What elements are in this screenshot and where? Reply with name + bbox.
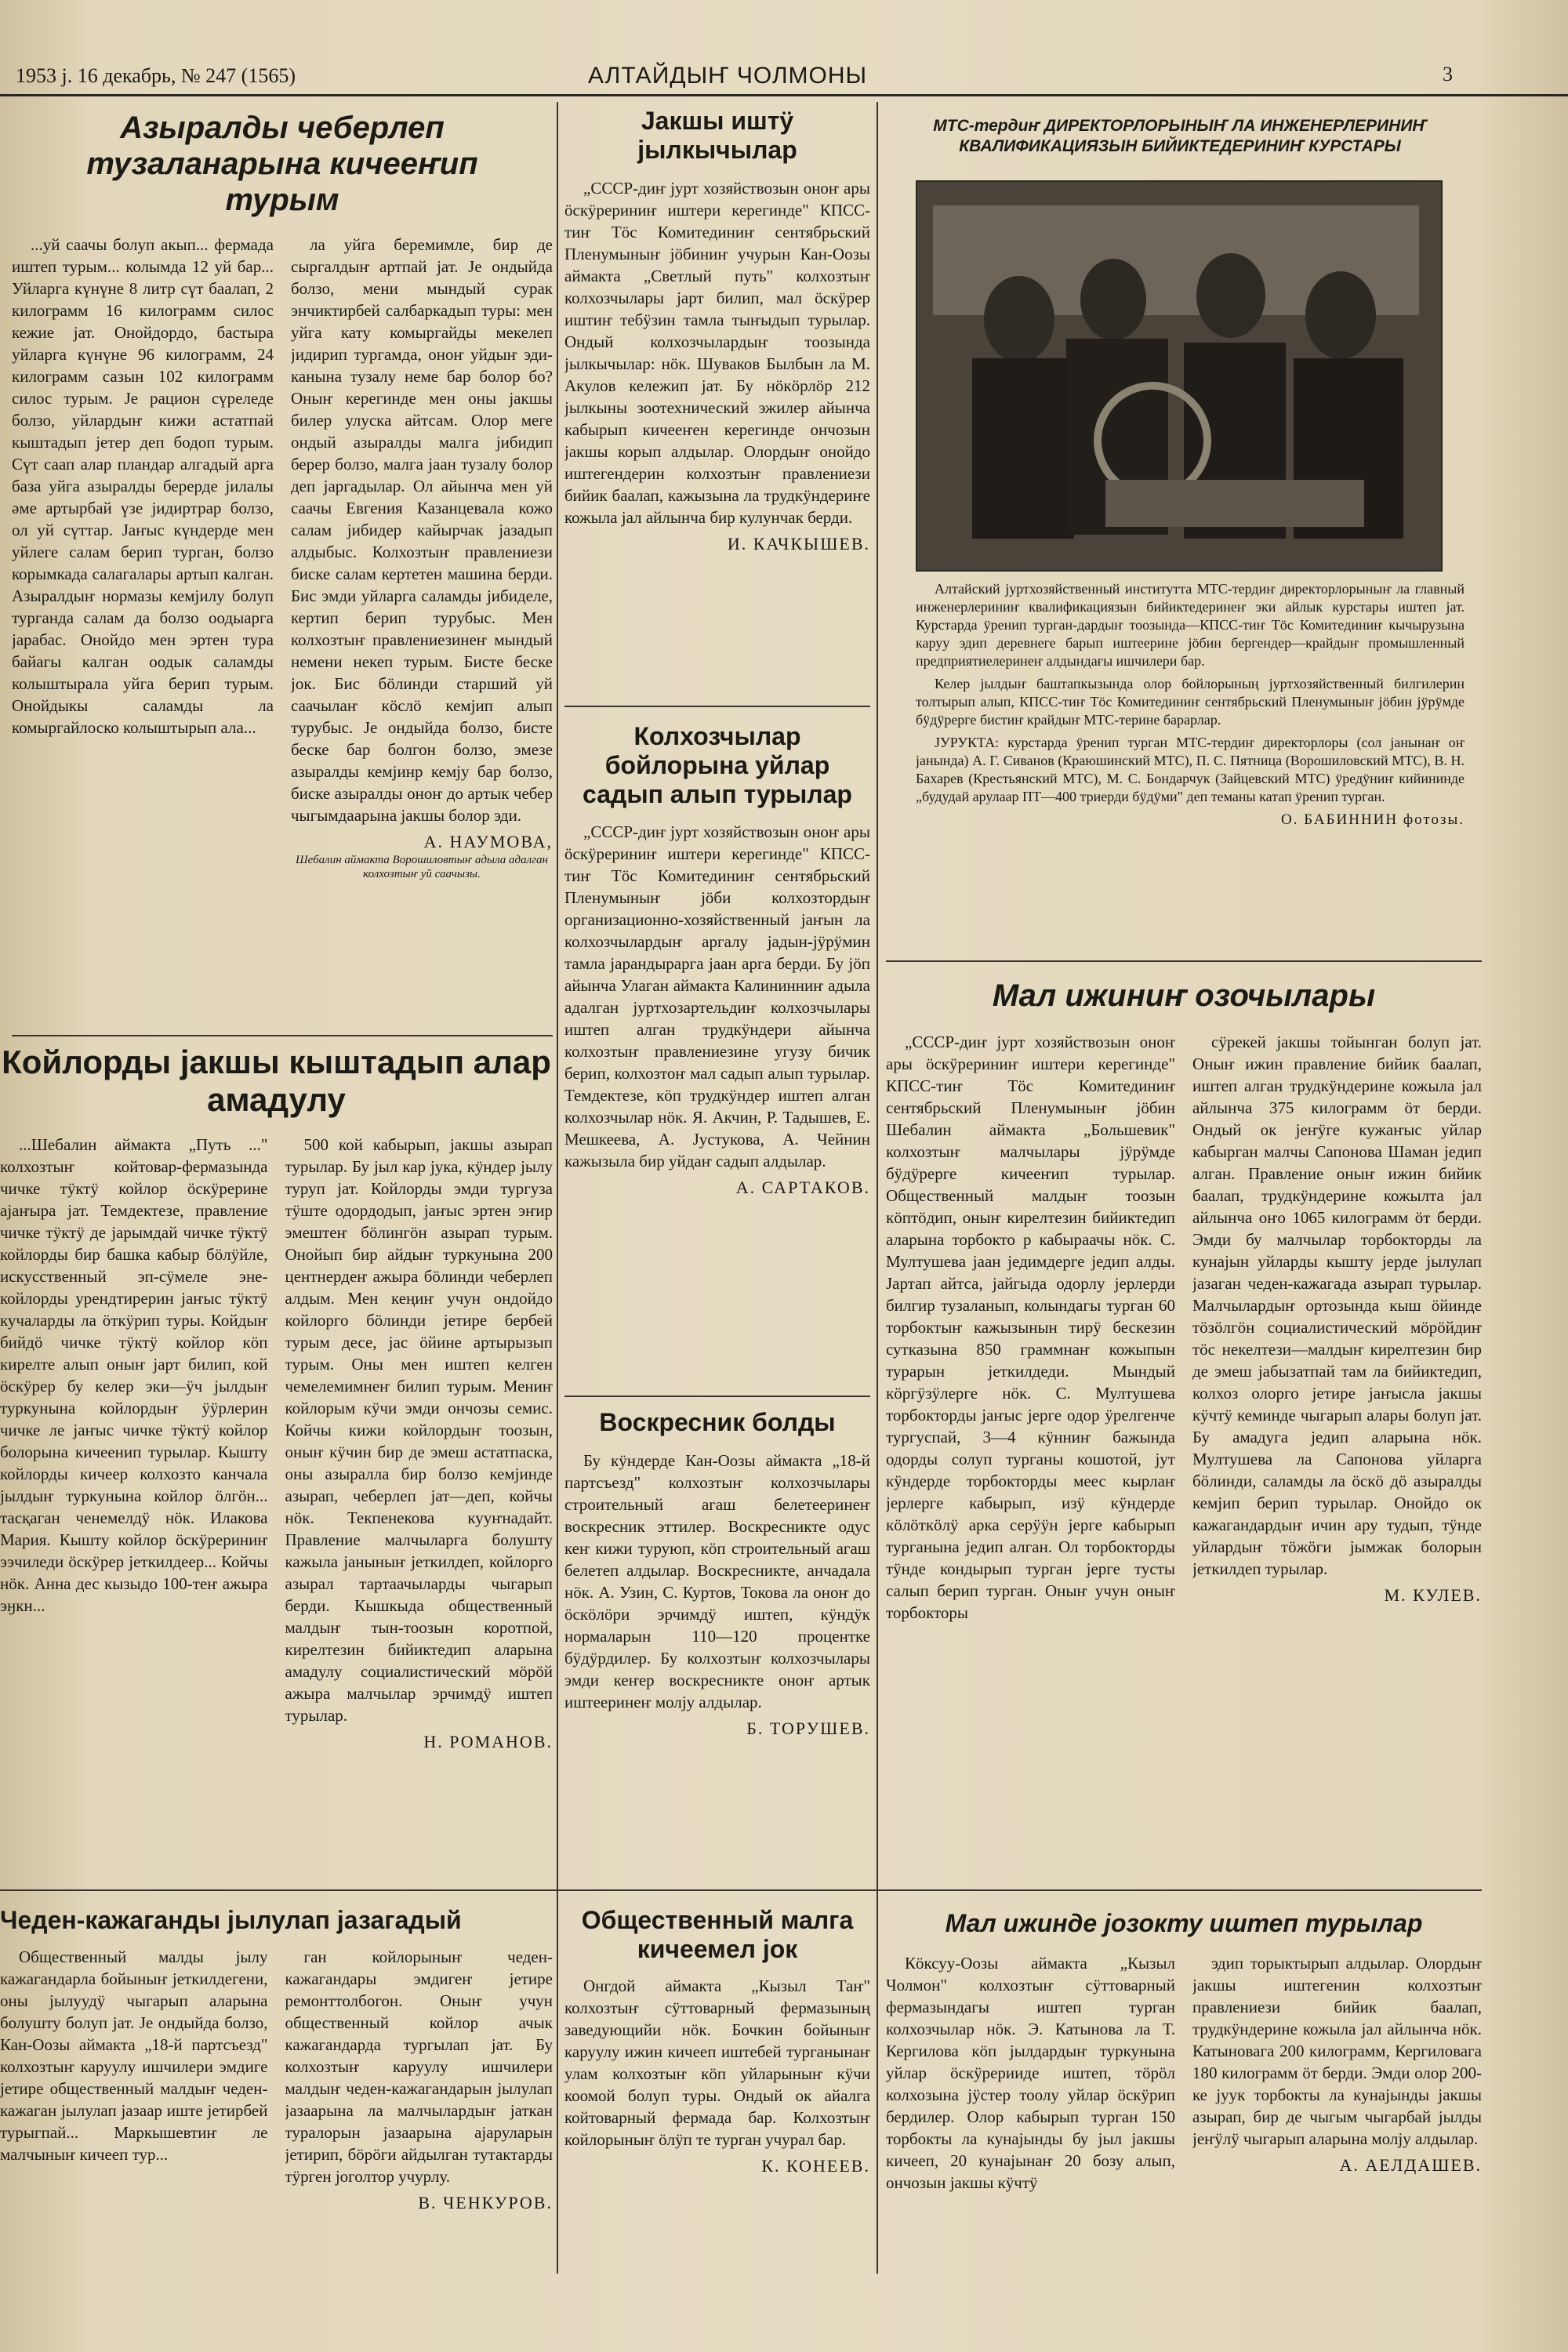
article-column: Бу кÿндерде Кан-Оозы аймакта „18-й партсъезд" колхозтыҥ колхозчылары строительный агаш белетееринеҥ воскресник эттилер. Воскресникте одус кеҥ кижи туруюп, кöп строительный агаш белетеп алдылар. Воскресникте, анчадала нöк. А. Узин, С. Куртов, Токова ла оноҥ до öскöлöри эрчимдӱ иштеп, кÿндÿк нормаларын 110—120 процентке бÿдÿрдилер. Бу колхозтыҥ колхозчылары эмди кеҥер воскресникте оноҥ артык иштееринеҥ молју алдылар. Б. ТОРУШЕВ. bbox=[564, 1450, 870, 1738]
author-signature: К. КОНЕЕВ. bbox=[761, 2155, 870, 2176]
article-column: Онгдой аймакта „Кызыл Таҥ" колхозтыҥ сӱттоварный фермазының заведующийи нöк. Бочкин бойыныҥ каруулу ижин кичееп иштебей турганынаҥ улам колхозтыҥ кöп уйларыныҥ кӱчи коомой болуп туры. Ондый ок айалга койтоварный фермада бар. Колхозтыҥ койлорыныҥ öлӱп те турган учурал бар. К. КОНЕЕВ. bbox=[564, 1976, 870, 2176]
article-title: Јакшы иштӱ јылкычылар bbox=[637, 107, 797, 164]
article-column: ган койлорыныҥ чеден-кажагандары эмдигеҥ јетире ремонттолбогон. Оныҥ учун общественный койлор ачык кажагандарда тургылап јат. Бу колхозтыҥ каруулу ишчилери малдыҥ чеден-кажагандарын јылулап јазаарына ла малчылардыҥ јаткан туралорын јазаарына ајаруларын јетирип, бöрöги айдылган тутактарды тӱрген јоголтор учурлу. В. ЧЕНКУРОВ. bbox=[285, 1947, 553, 2212]
author-signature: В. ЧЕНКУРОВ. bbox=[418, 2192, 553, 2212]
divider bbox=[557, 102, 558, 2274]
article-cows-purchase bbox=[564, 717, 870, 1392]
article-voskresnik bbox=[564, 1403, 870, 1889]
author-signature: Б. ТОРУШЕВ. bbox=[746, 1718, 870, 1738]
article-column: „СССР-диҥ јурт хозяйствозын оноҥ ары öскÿрериниҥ иштери керегинде" КПСС-тиҥ Тöс Комитединиҥ сентябрьский Пленумыныҥ јöбин Шебалин аймакта „Большевик" колхозтыҥ малчылары јӱрӱмде бӱдӱрерге кичееҥип турылар. Общественный малдыҥ тоозын кöптöдип, оныҥ кирелтезин бийиктедип аларына торбокто р кабыраачы нöк. С. Мултушева јаан једимдерге једип алды. Јартап айтса, јайгыда одорлу јерлерди билгир тузаланып, колындагы турган 60 торбоктыҥ кажызынын тирӱ бескезин сутказына 850 граммнаҥ кожыпын турарын јеткилдеди. Мындый кöргӱзӱлерге нöк. С. Мултушева торбокторды јаҥыс јерге одор ӱрелгенче тургуспай, 3—4 кӱнниҥ бажында одорды солуп турганы кошотой, јут кӱндерде торбокторды меес кырлаҥ јерлерге кабырып, изӱ кӱндерде кöлöткöлӱ арка серӱӱн јерге кабырып турганына једип алган. Ол торбокторды тӱнде кондырып турган јерге тусты салып берип турган. Оныҥ учун оныҥ торбокторы bbox=[886, 1033, 1175, 1622]
article-title: Азыралды чеберлеп тузаланарына кичееҥип турым bbox=[86, 111, 478, 217]
photo-captions bbox=[916, 580, 1465, 964]
author-signature: А. АЕЛДАШЕВ. bbox=[1339, 2154, 1482, 2175]
news-photograph bbox=[916, 180, 1443, 572]
article-column: эдип торыктырып алдылар. Олордыҥ јакшы иштегенин колхозтыҥ правлениези бийик баалап, трудкӱндерине кожыла јал айлынча нöк. Катыновага 200 килограмм, Кергиловага 180 килограмм öт берди. Эмди олор 200-ке јуук торбокты ла кунајынды јакшы азырап, бир де чыгым чыгарбай јылды јеҥӱлӱ чыгарып аларына молју алдылар. А. АЕЛДАШЕВ. bbox=[1192, 1953, 1482, 2175]
article-title: Мал ижинде јозокту иштеп турылар bbox=[945, 1909, 1423, 1937]
article-exemplary-work bbox=[886, 1901, 1482, 2297]
caption-paragraph: Келер јылдыҥ баштапкызында олор бойлорының јуртхозяйственный билгилерин толтырып алып, КПСС-тиҥ Тöс Комитединиҥ сентябрьский Пленумыныҥ јöбин јÿрÿмде бÿдÿрерге бистиҥ крайдыҥ МТС-терине барарлар. bbox=[916, 676, 1465, 728]
photo-heading: МТС-тердиҥ ДИРЕКТОРЛОРЫНЫҤ ЛА ИНЖЕНЕРЛЕРИНИҤ КВАЛИФИКАЦИЯЗЫН БИЙИКТЕДЕРИНИҤ КУРСТАРЫ bbox=[933, 117, 1427, 155]
article-column: ...уй саачы болуп акып... фермада иштеп турым... колымда 12 уй бар... Уйларга күнүне 8 литр сүт баалап, 2 килограмм 16 килограмм силос кежие јат. Онойдордо, бастыра уйларга күнүне 96 килограмм, 24 килограмм сазын 102 килограмм силос турым. Је рацион сүреледе болзо, уйлардыҥ кижи астатпай кыштадып јетер деп бодоп турым. Сүт саап алар пландар алгадый арга база уйга азыралды берерде јилалы әме артырбай үзе јидиртрар болзо, ол уй сүттар. Јаҥыс күндерде мен уйлеге салам берип турган, болзо корымкада салагалары артып калган. Азыралдыҥ нормазы кемјилу болуп турганда салам да болзо оодыарга јарабас. Онойдо мен эртен тура байагы калган оодык саламды колыштырала уйга берип турым. Онойдыкы саламды ла комыргайлоско колыштырып ала... bbox=[12, 235, 274, 737]
author-signature: И. КАЧКЫШЕВ. bbox=[727, 533, 870, 554]
article-title: Общественный малга кичеемел јок bbox=[581, 1906, 854, 1963]
masthead bbox=[0, 55, 1568, 96]
article-column: 500 кой кабырып, јакшы азырап турылар. Бу јыл кар јука, кӱндер јылу туруп јат. Койлорды эмди тургуза тӱштe одордодып, јаҥыс эртен эҥир эмештеҥ бöлингöн азырап турым. Онойып бир айдыҥ туркунына 200 центнердеҥ ажыра бöлинди чеберлеп алдым. Мен кеңиҥ учун ондойдо койлорго бöлинди јетире бербей турым десе, јас öйине артырызып турым. Оны мен иштеп келген чемелемимнеҥ билип турым. Мениҥ койлорым кӱчи эмди ончозы семис. Койчы кижи койлордыҥ тоозын, оныҥ кӱчин бир де эмеш астатпаска, оны азыралла бир болзо кемјинде азырап, чеберлеп јат—деп, койчы нöк. Текпенекова кууҥнадайт. Правлениe малчыларга болушту кажыла јаныныҥ јеткилдеп, койлорго азырал тартаачыларды чыгарып берди. Кышкыда общественный малдыҥ тын-тоозын коротпой, кирелтезин бийиктедип аларына амадулу социалистический мöрöй ажыра малчылар эрчимдӱ иштеп турылар. Н. РОМАНОВ. bbox=[285, 1134, 553, 1751]
article-column: ...Шебалин аймакта „Путь ..." колхозтыҥ койтовар-фермазында чичке тӱктӱ койлор öскӱрерине ајаҥыра јат. Темдектезе, правление чичке тӱктӱ де јарымдай чичке тӱктӱ койлорды бир башка кабыр бöлӱйле, искусственный эп-сӱмеле эне-койлорды урендтирерин јаҥыс тӱктӱ кучаларды ла öткӱрип туры. Койдыҥ бийдö чичке тӱктӱ койлор кöп кирелте алып оныҥ јарт билип, кой öскӱрер бу келер эки—ӱч јылдыҥ туркунына койлордыҥ ӱӱрлерин чичке ле јаҥыс чичке тӱктӱ койлор болорына кичеенип турылар. Кышту койлорды кичеер колхозто канчала јылдыҥ туркунына койлор öлгöн... тасқаган ченемелдӱ нöк. Илакова Мария. Кышту койлор öскӱрериниҥ ээчиледи öскӱрер јеткилдеер... Койчы нöк. Анна дес кызыдо 100-теҥ ажыра эӈкн... bbox=[0, 1134, 268, 1615]
author-signature: А. НАУМОВА, bbox=[423, 832, 553, 851]
article-column: Кöксуу-Оозы аймакта „Кызыл Чолмон" колхозтыҥ сӱттоварный фермазындагы иштеп турган колхозчылар нöк. Э. Катынова ла Т. Кергилова кöп јылдардыҥ туркунына уйлар öскӱрерииде иштеп, тöрöл колхозына јӱстер тоолу уйлар öскӱрип бердилер. Олор кабырып турган 150 торбокты ла кунајынды бу јыл јакшы кичееп, 20 кунајынаҥ 20 бозу алып, ончозын јакшы кӱчтӱ bbox=[886, 1953, 1175, 2192]
article-no-care bbox=[564, 1901, 870, 2297]
article-sheep-wintering bbox=[0, 1039, 553, 1886]
article-shelters bbox=[0, 1901, 553, 2297]
author-affiliation: Шебалин аймакта Ворошиловтыҥ адыла адалган колхозтыҥ уй саачызы. bbox=[296, 854, 548, 880]
author-signature: М. КУЛЕВ. bbox=[1384, 1585, 1482, 1605]
caption-paragraph: ЈУРУКТА: курстарда ӱренип турган МТС-тердиҥ директорлоры (сол јанынаҥ оҥ јанында) А. Г. Сиванов (Краюшинский МТС), П. С. Пятница (Ворошиловский МТС), В. Н. Бахарев (Крестьянский МТС), М. С. Бондарчук (Зайцевский МТС) ӱредӱниҥ кийининде „будудай арулаар ПТ—400 триерди бӱдӱми" деп теманы катап ӱренип турган. bbox=[916, 735, 1465, 804]
newspaper-title: АЛТАЙДЫҤ ЧОЛМОНЫ bbox=[588, 63, 868, 89]
article-title: Чеден-кажаганды јылулап јазагадый bbox=[0, 1906, 462, 1934]
article-title: Колхозчылар бойлорына уйлар садып алып турылар bbox=[583, 722, 852, 808]
caption-text bbox=[916, 580, 1465, 964]
author-signature: Н. РОМАНОВ. bbox=[423, 1731, 553, 1751]
article-column: „СССР-диҥ јурт хозяйствозын оноҥ ары öскÿрериниҥ иштери керегинде" КПСС-тиҥ Тöс Комитединиҥ сентябрьский Пленумыныҥ јöби колхозтордыҥ организационно-хозяйственный јаҥын ла колхозчылардыҥ аргалу јадын-јÿрÿмин тамла јарандырарга јаан арга берди. Бу јöп айынча Улаган аймакта Калининниҥ адыла адалган јуртхозартельдиҥ колхозчылары иштеп алган трудкÿндери айынча колхозтыҥ правлениезине угузу бичик берип, колхозтоҥ мал садып алып турылар. Темдектезе, кöп трудкÿндер иштеп алган колхозчылар нöк. Я. Акчин, Р. Тадышев, Е. Мешкеева, А. Јустукова, А. Чейнин кажызыла бир уйдаҥ садып алдылар. А. САРТАКОВ. bbox=[564, 822, 870, 1198]
article-column: Общественный малды јылу кажагандарла бойыныҥ јеткилдегени, оны јылуудӱ чыгарып аларына болушту болуп јат. Је ондыйда болзо, Кан-Оозы аймакта „18-й партсъезд" колхозтыҥ каруулу ишчилери эмдиге јетире общественный малдыҥ чеден-кажаган јылулап јазаар иште јетирбей турыгпай... Маркышевтиҥ ле малчыныҥ кичееп тур... bbox=[0, 1947, 268, 2164]
divider bbox=[564, 706, 870, 707]
article-title: Воскресник болды bbox=[599, 1408, 836, 1436]
article-fodder bbox=[12, 102, 553, 1031]
caption-paragraph: Алтайский јуртхозяйственный институтта МТС-тердиҥ директорлорыныҥ ла главный инженерлериниҥ квалификациязын бийиктедеринеҥ эки айлык курстары иштеп јат. Курстарда ӱренип турган-дардыҥ тоозында—КПСС-тиҥ Тöс Комитединиҥ кычырузына каруу эдип деревнеге барып иштеерине јöбин бергендер—крайдыҥ промышленный предприятиелеринеҥ алдындағы ишчилери бар. bbox=[916, 581, 1465, 669]
photograph-image bbox=[917, 182, 1441, 570]
article-livestock-leaders bbox=[886, 968, 1482, 1886]
article-column: „СССР-диҥ јурт хозяйствозын оноҥ ары öскÿрериниҥ иштери керегинде" КПСС-тиҥ Тöс Комитединиҥ сентябрьский Пленумыныҥ јöбиниҥ учурын Кан-Оозы аймакта „Светлый путь" колхозтыҥ колхозчылары јарт билип, мал öскÿрер иштиҥ тебÿзин тамла тыҥыдып турылар. Ондый колхозчылардыҥ тоозында јылкычылар: нöк. Шуваков Былбын ла М. Акулов кележип јат. Бу нöкöрлöр 212 јылкыны зоотехнический эжилер айынча кабырып кичееҥен керегинде ончозын јакшы корып алдылар. Олордыҥ онойдо иштегендерин колхозтыҥ правлениези бийик баалап, кажызына ла трудкÿндериҥе кожыла јал айлынча бир кулунчак берди. И. КАЧКЫШЕВ. bbox=[564, 178, 870, 554]
article-title: Койлорды јакшы кыштадып алар амадулу bbox=[2, 1044, 551, 1119]
page-number: 3 bbox=[1443, 63, 1453, 85]
issue-date: 1953 j. 16 декабрь, № 247 (1565) bbox=[16, 64, 296, 87]
divider bbox=[877, 102, 878, 2274]
divider bbox=[886, 960, 1482, 962]
article-horse-breeders bbox=[564, 102, 870, 698]
article-column: ла уйга беремимле, бир де сыргалдыҥ артпай јат. Је ондыйда болзо, мени мындый сурак энчиктирбей салбаркадып туры: мен уйга кату комыргайды мекелеп јидирип тургамда, оноҥ уйдыҥ эди-канына тузалу неме бар болор бо? Оныҥ керегинде мен оны јакшы билер улуска айтсам. Олор меге ондый азыралды малга јибидип берер болзо, малга јаан тузалу болор деп јаргадылар. Ол айынча мен уй саачы Евгения Казанцевала кожо салам јибидер кайырчак јазадып алдыбыс. Колхозтыҥ правлениези биске салам кертетен машина берди. Бис эмди уйларга саламды јибиделе, кертип берип турубыс. Мен колхозтыҥ правлениезинеҥ мындый немени некеп турым. Бисте беске јок. Бис бöлинди старший уй саачылаҥ кöслö кемјип алып турубыс. Је ондыйда болзо, бисте беске бар болгон болзо, эмезе азыралды кемјинр кемју бар болзо, биске азыралды оноҥ до артык чебер чыгымдаарына јакшы болор эди. А. НАУМОВА, Шебалин аймакта Ворошиловтыҥ адыла адалган колхозтыҥ уй саачызы. bbox=[291, 235, 553, 880]
author-signature: А. САРТАКОВ. bbox=[735, 1178, 870, 1198]
article-column: сӱрекей јакшы тойынган болуп јат. Оныҥ ижин правлениe бийик баалап, иштеп алган трудкӱндерине кожыла јал айлынча 375 килограмм öт берди. Ондый ок јеҥӱге кужаҥыс уйлар кабырган малчы Сапонова Шаман једип алган. Правление оныҥ ижин бийик баалап, трудкӱндерине кожылта јал айлынча оҥо 1065 килограмм öт берди. Эмди бу малчылар торбокторды ла кунајын уйларды кышту јерде јылулап јазаган чеден-кажагада азырап турылар. Малчылардыҥ ортозында кыш öйинде тöзöлгöн социалистический мöрöйдиҥ тöс некелтези—малдыҥ кирелтезин бир де эмеш јабызатпай там ла бийиктедип, колхоз олорго јетире јаҥысла јакшы кӱчтӱ кеминде чыгарып алары болуп јат. Бу амадуга једип аларына нöк. Мултушева ла Сапонова уйларга бöлинди, саламды ла öскö дö азыралды кемјип берип турылар. Онойдо ок кажагандардыҥ ичин ару тудып, тӱнде уйлардыҥ тöжöги јымжак болорын јеткилдеп турылар. М. КУЛЕВ. bbox=[1192, 1033, 1482, 1605]
divider bbox=[564, 1396, 870, 1397]
photo-credit: О. БАБИННИН фотозы. bbox=[1280, 811, 1465, 828]
divider bbox=[12, 1035, 553, 1036]
article-title: Мал ижиниҥ озочылары bbox=[992, 978, 1376, 1013]
divider bbox=[0, 1889, 1482, 1891]
